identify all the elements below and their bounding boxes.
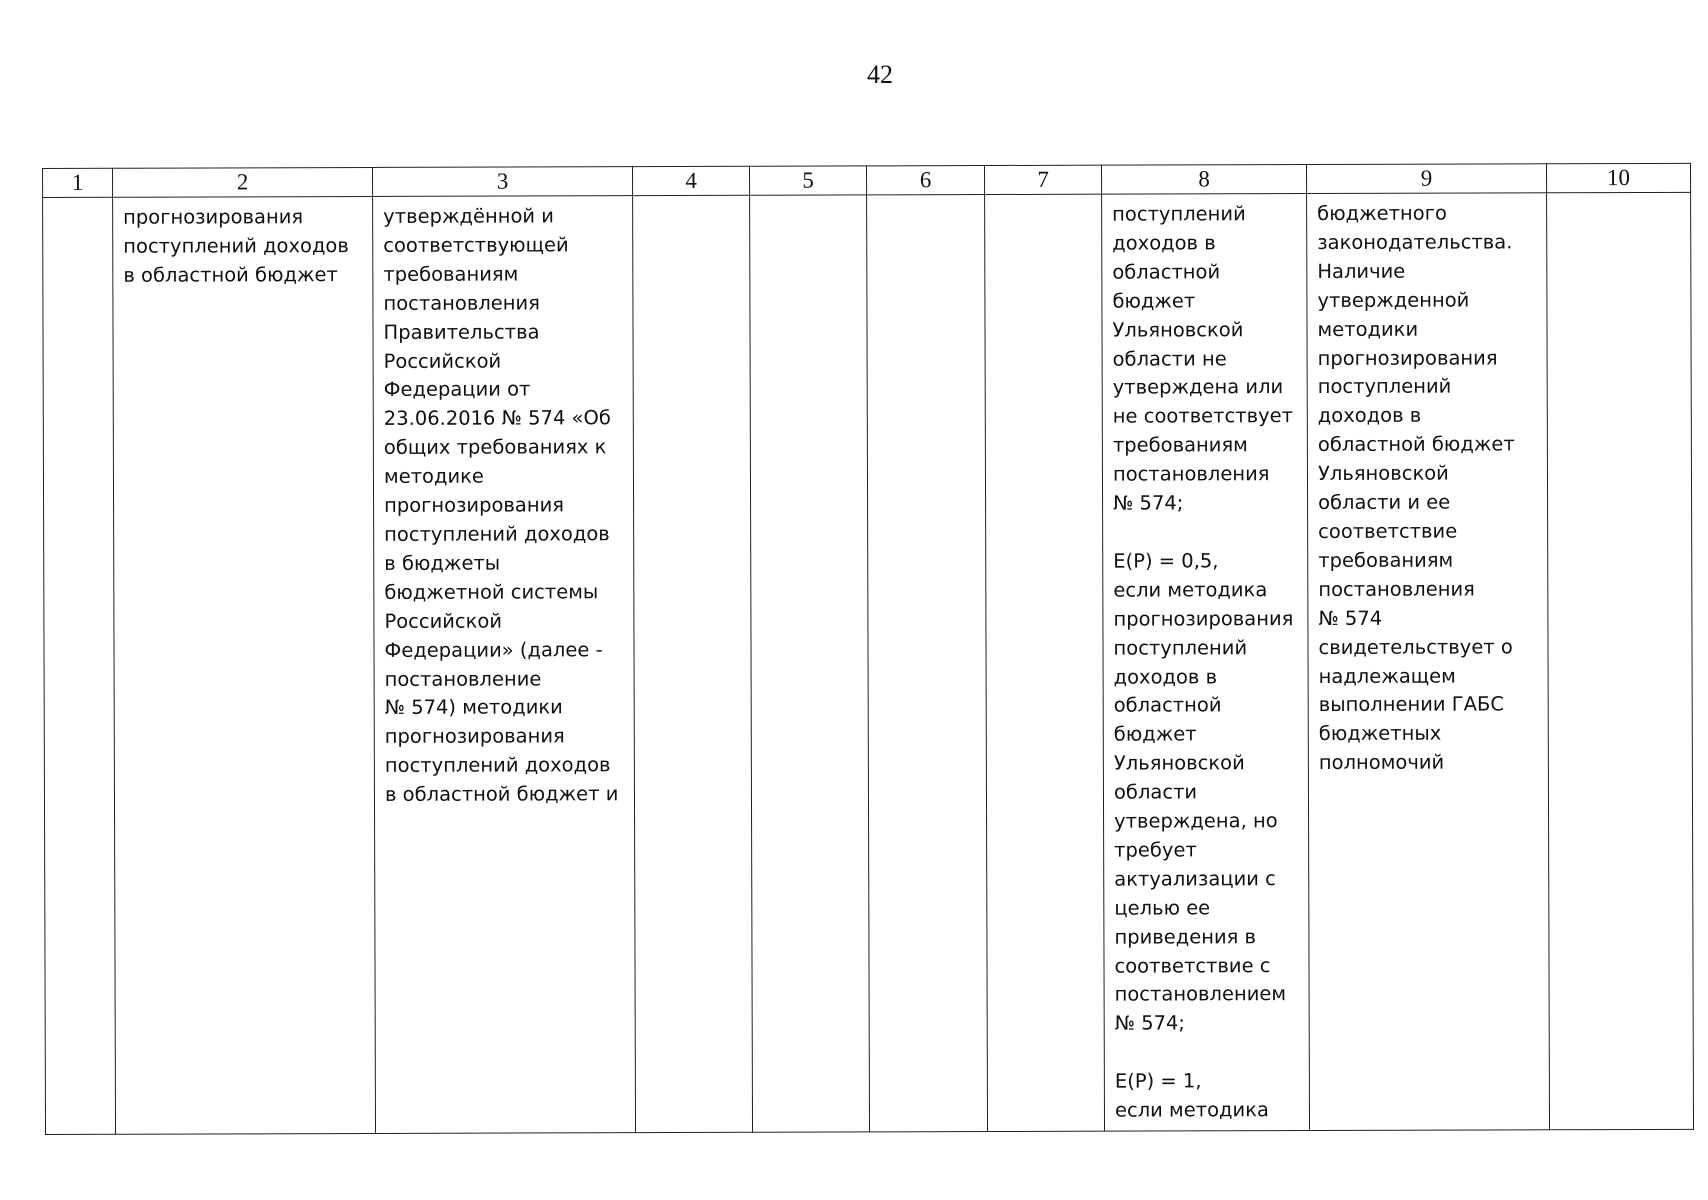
cell-col-5: [750, 195, 870, 1132]
column-number-10: 10: [1546, 163, 1690, 192]
cell-col-3: утверждённой и соответствующей требованиям постановления Правительства Российской Федерации от 23.06.2016 № 574 «Об общих требованиях к методике прогнозирования поступлений доходов в бюджеты бюджетной системы Российской Федерации» (далее - постановление № 574) методики прогнозирования поступлений доходов в областной бюджет и: [373, 196, 636, 1134]
indicator-table: [42, 163, 1694, 1135]
column-number-7: 7: [984, 165, 1101, 194]
cell-col-10: [1547, 192, 1694, 1129]
cell-col-4: [633, 195, 753, 1132]
cell-col-1: [43, 197, 116, 1134]
column-number-5: 5: [749, 166, 866, 195]
column-number-8: 8: [1101, 165, 1306, 195]
cell-col-2: прогнозирования поступлений доходов в областной бюджет: [113, 196, 376, 1134]
column-number-1: 1: [43, 168, 113, 197]
page-number: 42: [867, 60, 893, 89]
table-row: [43, 192, 1694, 1134]
column-number-9: 9: [1306, 164, 1546, 194]
column-number-6: 6: [866, 166, 984, 195]
cell-col-6: [867, 195, 988, 1132]
column-number-4: 4: [632, 166, 749, 195]
column-number-2: 2: [113, 167, 373, 197]
cell-col-7: [985, 194, 1105, 1131]
column-number-3: 3: [372, 167, 632, 197]
cell-col-9: бюджетного законодательства. Наличие утвержденной методики прогнозирования поступлений доходов в областной бюджет Ульяновской области и ее соответствие требованиям постановления № 574 свидетельствует о надлежащем выполнении ГАБС бюджетных полномочий: [1307, 193, 1550, 1131]
cell-col-8: поступлений доходов в областной бюджет Ульяновской области не утверждена или не соответствует требованиям постановления № 574; E(P) = 0,5, если методика прогнозирования поступлений доходов в областной бюджет Ульяновской области утверждена, но требует актуализации с целью ее приведения в соответствие с постановлением № 574; E(P) = 1, если методика: [1102, 194, 1310, 1132]
